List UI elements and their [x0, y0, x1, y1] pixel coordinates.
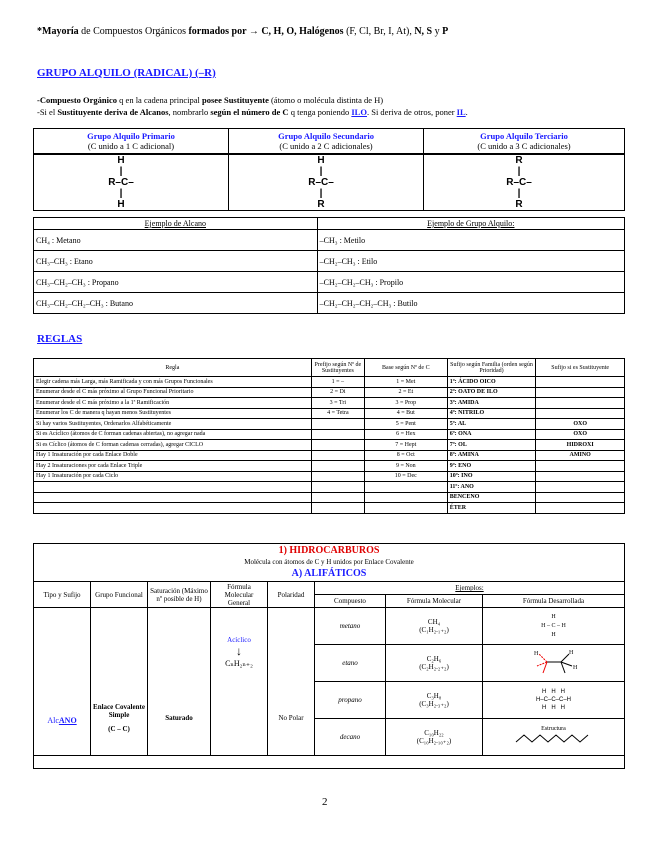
rule-text: Enumerar desde el C más próximo a la 1ª Ramificación	[34, 398, 312, 409]
substituent-suffix	[536, 471, 625, 482]
prefix	[311, 440, 364, 451]
substituent-suffix	[536, 387, 625, 398]
rules-row	[34, 440, 625, 451]
col-grupo: Grupo Funcional	[91, 582, 148, 608]
alkyl-groups-table	[33, 128, 625, 211]
ilo-link[interactable]: ILO	[351, 107, 367, 117]
base: 1 = Met	[364, 377, 447, 388]
rules-row	[34, 461, 625, 472]
group-tertiary-structure: R | R–C– | R	[424, 154, 625, 211]
group-primary-structure: H | R–C– | H	[34, 154, 229, 211]
formula-general-cell: Acíclico ↓ CₙH₂ₙ₊₂	[211, 608, 268, 756]
example-name: metano	[315, 608, 386, 645]
svg-text:H: H	[533, 651, 538, 657]
suffix: 2º: OATO DE ILO	[447, 387, 536, 398]
rule-text: Hay 2 Insaturaciones por cada Enlace Triple	[34, 461, 312, 472]
propane-structure: H H H H–C–C–C–H H H H	[483, 682, 625, 719]
prefix	[311, 419, 364, 430]
example-formula: CH₄ (C₁H₂.₁₊₂)	[386, 608, 483, 645]
prefix	[311, 482, 364, 493]
group-primary-header: Grupo Alquilo Primario (C unido a 1 C adicional)	[34, 129, 229, 154]
rules-row	[34, 492, 625, 503]
substituent-suffix	[536, 398, 625, 409]
suffix: 10º: INO	[447, 471, 536, 482]
substituent-suffix	[536, 377, 625, 388]
alkane-cell: CH₃–CH₃ : Etano	[34, 251, 318, 272]
grupo-cell: Enlace Covalente Simple (C – C)	[91, 608, 148, 756]
hydro-title: 1) HIDROCARBUROS	[278, 545, 380, 556]
col-ejemplos: Ejemplos:	[315, 582, 625, 595]
ano-link[interactable]: ANO	[58, 716, 77, 725]
example-formula: C₁₀H₂₂ (C₁₀H₂.₁₀₊₂)	[386, 719, 483, 756]
suffix: 1º: ÁCIDO OICO	[447, 377, 536, 388]
group-secondary-structure: H | R–C– | R	[229, 154, 424, 211]
substituent-suffix: HIDROXI	[536, 440, 625, 451]
ethane-3d-structure	[483, 645, 625, 682]
substituent-suffix: OXO	[536, 429, 625, 440]
rules-row	[34, 408, 625, 419]
rules-row	[34, 398, 625, 409]
rules-col-header: Sufijo si es Sustituyente	[536, 359, 625, 377]
base: 8 = Oct	[364, 450, 447, 461]
aliphatic-table	[33, 581, 625, 756]
suffix: 11º: ANO	[447, 482, 536, 493]
page-number: 2	[322, 796, 328, 808]
il-link[interactable]: IL	[456, 107, 466, 117]
base	[364, 503, 447, 514]
rule-text	[34, 503, 312, 514]
prefix	[311, 450, 364, 461]
rule-text: Elegir cadena más Larga, más Ramificada y con más Grupos Funcionales	[34, 377, 312, 388]
base: 9 = Non	[364, 461, 447, 472]
substituent-suffix	[536, 408, 625, 419]
col-formula-general: Fórmula Molecular General	[211, 582, 268, 608]
rule-text: Hay 1 Insaturación por cada Ciclo	[34, 471, 312, 482]
suffix: BENCENO	[447, 492, 536, 503]
prefix	[311, 429, 364, 440]
col-polaridad: Polaridad	[268, 582, 315, 608]
tipo-cell: AlcANO	[34, 608, 91, 756]
substituent-suffix: OXO	[536, 419, 625, 430]
prefix: 3 = Tri	[311, 398, 364, 409]
prefix: 4 = Tetra	[311, 408, 364, 419]
alkyl-cell: –CH₂–CH₃ : Etilo	[317, 251, 624, 272]
suffix: 8º: AMINA	[447, 450, 536, 461]
suffix: 5º: AL	[447, 419, 536, 430]
hydro-section: A) ALIFÁTICOS	[291, 568, 367, 579]
alkane-examples-table	[33, 217, 625, 314]
example-formula: C₂H₆ (C₂H₂.₂₊₂)	[386, 645, 483, 682]
prefix	[311, 503, 364, 514]
substituent-suffix	[536, 461, 625, 472]
rule-text: Si hay varios Sustituyentes, Ordenarlos Alfabéticamente	[34, 419, 312, 430]
decane-structure: Estructura	[483, 719, 625, 756]
rule-text: Enumerar desde el C más próximo al Grupo Funcional Prioritario	[34, 387, 312, 398]
alkyl-heading: GRUPO ALQUILO (RADICAL) (–R)	[37, 67, 216, 79]
alkyl-cell: –CH₃ : Metilo	[317, 230, 624, 251]
example-structure: H H – C – H H	[483, 608, 625, 645]
base	[364, 482, 447, 493]
suffix: 9º: ENO	[447, 461, 536, 472]
example-formula: C₃H₈ (C₃H₂.₃₊₂)	[386, 682, 483, 719]
rules-heading: REGLAS	[37, 333, 83, 345]
base: 4 = But	[364, 408, 447, 419]
base	[364, 492, 447, 503]
alkane-header: Ejemplo de Alcano	[34, 218, 318, 230]
prefix: 2 = Di	[311, 387, 364, 398]
alkane-cell: CH₃–CH₂–CH₂–CH₃ : Butano	[34, 293, 318, 314]
alkyl-cell: –CH₂–CH₂–CH₂–CH₃ : Butilo	[317, 293, 624, 314]
rules-row	[34, 450, 625, 461]
alkyl-cell: –CH₂–CH₂–CH₃ : Propilo	[317, 272, 624, 293]
rules-row	[34, 429, 625, 440]
sub-compuesto: Compuesto	[315, 595, 386, 608]
rule-text: Si es Acíclico (átomos de C forman cadenas abiertas), no agregar nada	[34, 429, 312, 440]
group-secondary-header: Grupo Alquilo Secundario (C unido a 2 C adicionales)	[229, 129, 424, 154]
base: 3 = Prop	[364, 398, 447, 409]
example-name: propano	[315, 682, 386, 719]
rule-text	[34, 482, 312, 493]
suffix: 7º: OL	[447, 440, 536, 451]
rules-row	[34, 482, 625, 493]
group-tertiary-header: Grupo Alquilo Terciario (C unido a 3 C adicionales)	[424, 129, 625, 154]
rules-row	[34, 377, 625, 388]
suffix: ÉTER	[447, 503, 536, 514]
rules-col-header: Sufijo según Familia (orden según Prioridad)	[447, 359, 536, 377]
svg-text:H: H	[572, 665, 577, 671]
rules-row	[34, 503, 625, 514]
alkyl-description: -Compuesto Orgánico q en la cadena principal posee Sustituyente (átomo o molécula distinta de H) -Si el Sustituyente deriva de Alcanos, nombrarlo según el número de C q tenga poniendo ILO. Si deriva de otros, poner IL.	[37, 95, 468, 117]
rules-table	[33, 358, 625, 514]
substituent-suffix: AMINO	[536, 450, 625, 461]
svg-text:H: H	[568, 650, 573, 656]
saturacion-cell: Saturado	[148, 608, 211, 756]
suffix: 3º: AMIDA	[447, 398, 536, 409]
example-name: etano	[315, 645, 386, 682]
base: 2 = Et	[364, 387, 447, 398]
base: 10 = Dec	[364, 471, 447, 482]
suffix: 6º: ONA	[447, 429, 536, 440]
rules-row	[34, 471, 625, 482]
base: 7 = Hept	[364, 440, 447, 451]
substituent-suffix	[536, 482, 625, 493]
prefix	[311, 492, 364, 503]
col-tipo: Tipo y Sufijo	[34, 582, 91, 608]
base: 6 = Hex	[364, 429, 447, 440]
rule-text: Enumerar los C de manera q hayan menos Sustituyentes	[34, 408, 312, 419]
polaridad-cell: No Polar	[268, 608, 315, 756]
sub-formula-molecular: Fórmula Molecular	[386, 595, 483, 608]
sub-formula-desarrollada: Fórmula Desarrollada	[483, 595, 625, 608]
suffix: 4º: NITRILO	[447, 408, 536, 419]
rules-row	[34, 419, 625, 430]
hydro-subtitle: Molécula con átomos de C y H unidos por Enlace Covalente	[244, 558, 414, 566]
example-name: decano	[315, 719, 386, 756]
rule-text	[34, 492, 312, 503]
rule-text: Si es Cíclico (átomos de C forman cadenas cerradas), agregar CICLO	[34, 440, 312, 451]
prefix: 1 = –	[311, 377, 364, 388]
substituent-suffix	[536, 492, 625, 503]
prefix	[311, 461, 364, 472]
prefix	[311, 471, 364, 482]
rules-row	[34, 387, 625, 398]
rules-col-header: Base según Nº de C	[364, 359, 447, 377]
intro-line: *Mayoría de Compuestos Orgánicos formados por → C, H, O, Halógenos (F, Cl, Br, I, At), N, S y P	[37, 26, 449, 37]
alkane-cell: CH₄ : Metano	[34, 230, 318, 251]
rules-col-header: Prefijo según Nº de Sustituyentes	[311, 359, 364, 377]
base: 5 = Pent	[364, 419, 447, 430]
rule-text: Hay 1 Insaturación por cada Enlace Doble	[34, 450, 312, 461]
rules-col-header: Regla	[34, 359, 312, 377]
alkane-cell: CH₃–CH₂–CH₃ : Propano	[34, 272, 318, 293]
alkyl-header: Ejemplo de Grupo Alquilo:	[317, 218, 624, 230]
col-saturacion: Saturación (Máximo nº posible de H)	[148, 582, 211, 608]
substituent-suffix	[536, 503, 625, 514]
